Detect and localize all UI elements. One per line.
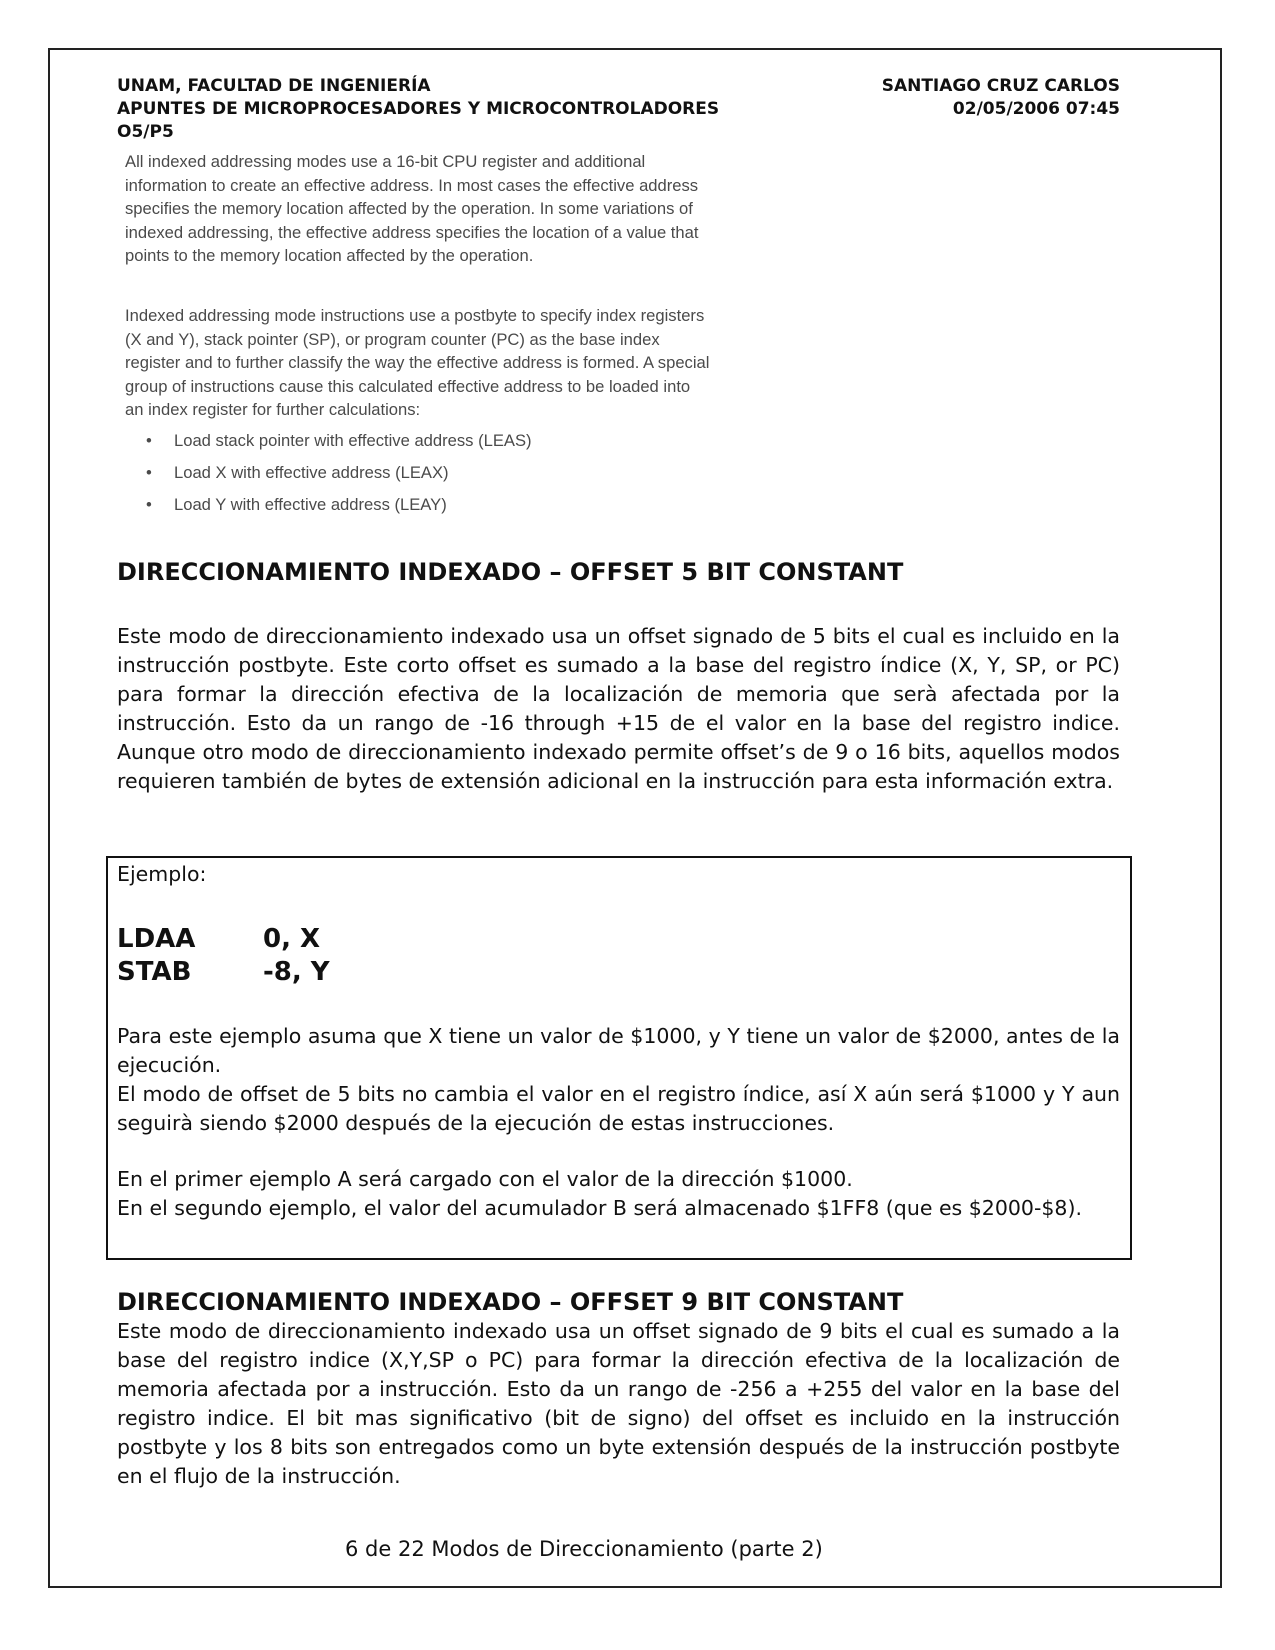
- header-right: [870, 75, 1120, 121]
- header-course: APUNTES DE MICROPROCESADORES Y MICROCONTROLADORES: [117, 99, 720, 119]
- header-institution: UNAM, FACULTAD DE INGENIERÍA: [117, 76, 431, 96]
- header-author: SANTIAGO CRUZ CARLOS: [881, 76, 1120, 96]
- code-mnemonic: LDAA: [117, 924, 196, 954]
- example-text-3b: En el segundo ejemplo, el valor del acumulador B será almacenado $1FF8 (que es $2000-$8).: [117, 1195, 1082, 1220]
- page-footer: 6 de 22 Modos de Direccionamiento (parte 2): [345, 1537, 823, 1561]
- section-heading-9bit: DIRECCIONAMIENTO INDEXADO – OFFSET 9 BIT CONSTANT: [117, 1288, 904, 1316]
- example-text-2: El modo de offset de 5 bits no cambia el valor en el registro índice, así X aún será $1000 y Y aun seguirà siendo $2000 después de la ejecución de estas instrucciones.: [117, 1082, 1120, 1135]
- bullet-text: Load stack pointer with effective address (LEAS): [174, 431, 532, 450]
- bullet-icon: •: [146, 463, 152, 482]
- bullet-text: Load Y with effective address (LEAY): [174, 495, 447, 514]
- code-operand: -8, Y: [263, 957, 330, 987]
- list-item: [146, 462, 532, 494]
- header-datetime: 02/05/2006 07:45: [952, 99, 1120, 119]
- list-item: [146, 494, 532, 526]
- code-line: [117, 957, 330, 987]
- scanned-paragraph-2: Indexed addressing mode instructions use a postbyte to specify index registers (X and Y), stack pointer (SP), or program counter (PC) as the base index register and to further classify the way the effective address is formed. A special group of instructions cause this calculated effective address to be loaded into an index register for further calculations:: [125, 306, 710, 419]
- bullet-text: Load X with effective address (LEAX): [174, 463, 449, 482]
- scanned-bullet-list: [146, 430, 532, 526]
- section-body-5bit: Este modo de direccionamiento indexado usa un offset signado de 5 bits el cual es incluido en la instrucción postbyte. Este corto offset es sumado a la base del registro índice (X, Y, SP, or PC) para formar la dirección efectiva de la localización de memoria que serà afectada por la instrucción. Esto da un rango de -16 through +15 de el valor en la base del registro indice. Aunque otro modo de direccionamiento indexado permite offset’s de 9 o 16 bits, aquellos modos requieren también de bytes de extensión adicional en la instrucción para esta información extra.: [117, 624, 1120, 793]
- code-line: [117, 924, 320, 954]
- example-label: Ejemplo:: [117, 862, 207, 886]
- list-item: [146, 430, 532, 462]
- code-mnemonic: STAB: [117, 957, 192, 987]
- header-page-code: O5/P5: [117, 122, 174, 142]
- scanned-paragraph-1: All indexed addressing modes use a 16-bit CPU register and additional information to create an effective address. In most cases the effective address specifies the memory location affected by the operation. In some variations of indexed addressing, the effective address specifies the location of a value that points to the memory location affected by the operation.: [125, 152, 699, 265]
- section-heading-5bit: DIRECCIONAMIENTO INDEXADO – OFFSET 5 BIT CONSTANT: [117, 558, 904, 586]
- header-left: [117, 75, 757, 144]
- section-body-9bit: Este modo de direccionamiento indexado usa un offset signado de 9 bits el cual es sumado a la base del registro indice (X,Y,SP o PC) para formar la dirección efectiva de la localización de memoria afectada por a instrucción. Esto da un rango de -256 a +255 del valor en la base del registro indice. El bit mas significativo (bit de signo) del offset es incluido en la instrucción postbyte y los 8 bits son entregados como un byte extensión después de la instrucción postbyte en el flujo de la instrucción.: [117, 1319, 1120, 1488]
- code-operand: 0, X: [263, 924, 321, 954]
- example-text-3a: En el primer ejemplo A será cargado con el valor de la dirección $1000.: [117, 1167, 853, 1191]
- example-text-1: Para este ejemplo asuma que X tiene un valor de $1000, y Y tiene un valor de $2000, antes de la ejecución.: [117, 1024, 1120, 1077]
- bullet-icon: •: [146, 495, 152, 514]
- bullet-icon: •: [146, 431, 152, 450]
- example-text-3: [117, 1165, 1120, 1222]
